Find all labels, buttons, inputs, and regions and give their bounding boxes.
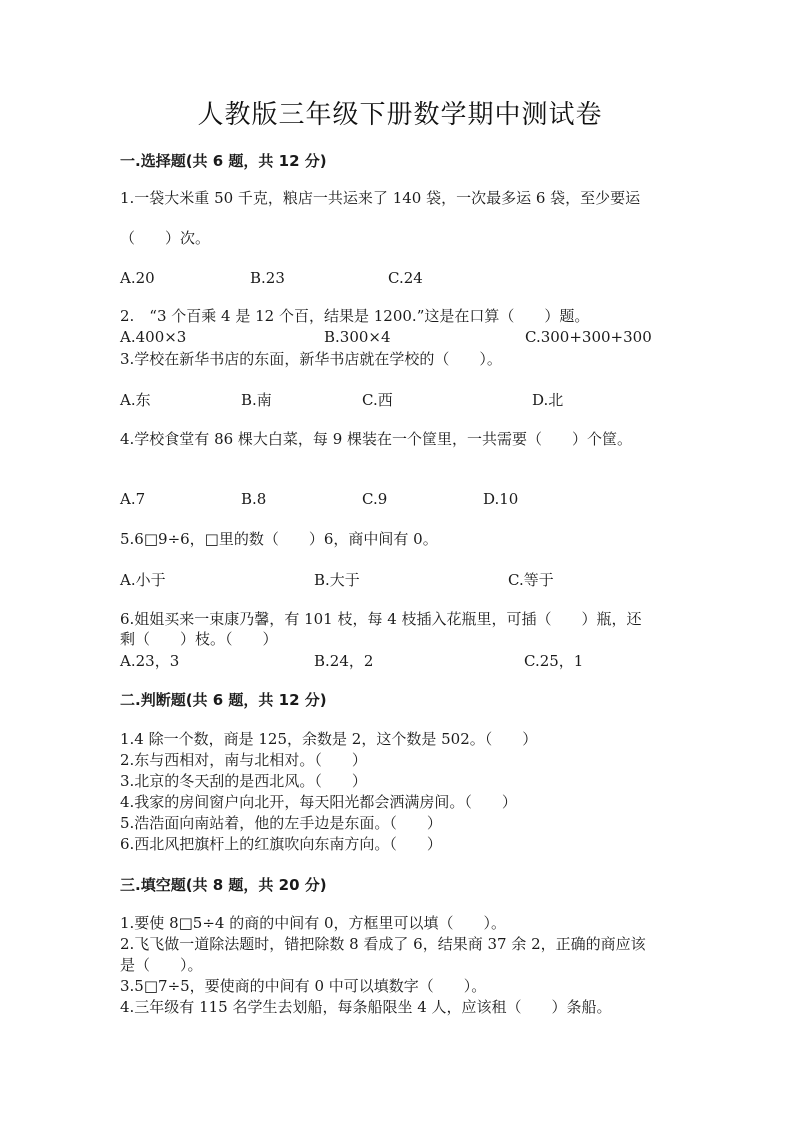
question-5-text: 5.6□9÷6，□里的数（ ）6，商中间有 0。 bbox=[120, 530, 438, 548]
fill-item-2-cont: 是（ ）。 bbox=[120, 956, 203, 974]
question-2-option-c: C.300+300+300 bbox=[525, 328, 652, 346]
section-heading-fill-blank: 三.填空题(共 8 题，共 20 分) bbox=[120, 876, 327, 894]
question-5-option-a: A.小于 bbox=[120, 571, 166, 589]
judgement-item-4: 4.我家的房间窗户向北开，每天阳光都会洒满房间。（ ） bbox=[120, 793, 517, 811]
question-3-option-d: D.北 bbox=[532, 391, 564, 409]
question-5-option-b: B.大于 bbox=[314, 571, 360, 589]
fill-item-3: 3.5□7÷5，要使商的中间有 0 中可以填数字（ ）。 bbox=[120, 977, 487, 995]
judgement-item-5: 5.浩浩面向南站着，他的左手边是东面。（ ） bbox=[120, 814, 442, 832]
fill-item-1: 1.要使 8□5÷4 的商的中间有 0，方框里可以填（ ）。 bbox=[120, 914, 507, 932]
fill-item-2: 2.飞飞做一道除法题时，错把除数 8 看成了 6，结果商 37 余 2，正确的商应该 bbox=[120, 935, 646, 953]
question-1-option-c: C.24 bbox=[388, 269, 423, 287]
question-6-option-c: C.25，1 bbox=[524, 652, 584, 670]
question-1-option-b: B.23 bbox=[250, 269, 285, 287]
question-1-text: 1.一袋大米重 50 千克，粮店一共运来了 140 袋，一次最多运 6 袋，至少要运 bbox=[120, 189, 641, 207]
judgement-item-3: 3.北京的冬天刮的是西北风。（ ） bbox=[120, 772, 367, 790]
question-4-option-b: B.8 bbox=[241, 490, 267, 508]
question-5-option-c: C.等于 bbox=[508, 571, 554, 589]
question-4-option-c: C.9 bbox=[362, 490, 388, 508]
question-4-option-d: D.10 bbox=[483, 490, 519, 508]
question-3-text: 3.学校在新华书店的东面，新华书店就在学校的（ ）。 bbox=[120, 350, 502, 368]
section-heading-judgement: 二.判断题(共 6 题，共 12 分) bbox=[120, 691, 327, 709]
question-2-option-b: B.300×4 bbox=[324, 328, 391, 346]
question-3-option-b: B.南 bbox=[241, 391, 272, 409]
question-2-option-a: A.400×3 bbox=[120, 328, 187, 346]
question-3-option-a: A.东 bbox=[120, 391, 151, 409]
judgement-item-1: 1.4 除一个数，商是 125，余数是 2，这个数是 502。（ ） bbox=[120, 730, 538, 748]
fill-item-4: 4.三年级有 115 名学生去划船，每条船限坐 4 人，应该租（ ）条船。 bbox=[120, 998, 612, 1016]
question-6-option-b: B.24，2 bbox=[314, 652, 374, 670]
question-1-text-cont: （ ）次。 bbox=[120, 229, 211, 247]
question-2-text: 2. “3 个百乘 4 是 12 个百，结果是 1200.”这是在口算（ ）题。 bbox=[120, 307, 590, 325]
question-4-option-a: A.7 bbox=[120, 490, 146, 508]
question-1-option-a: A.20 bbox=[120, 269, 155, 287]
page-title: 人教版三年级下册数学期中测试卷 bbox=[197, 100, 603, 130]
question-3-option-c: C.西 bbox=[362, 391, 393, 409]
question-6-text: 6.姐姐买来一束康乃馨，有 101 枝，每 4 枝插入花瓶里，可插（ ）瓶，还 bbox=[120, 610, 642, 628]
judgement-item-2: 2.东与西相对，南与北相对。（ ） bbox=[120, 751, 367, 769]
question-6-option-a: A.23，3 bbox=[120, 652, 180, 670]
question-4-text: 4.学校食堂有 86 棵大白菜，每 9 棵装在一个筐里，一共需要（ ）个筐。 bbox=[120, 430, 633, 448]
section-heading-choice: 一.选择题(共 6 题，共 12 分) bbox=[120, 152, 327, 170]
judgement-item-6: 6.西北风把旗杆上的红旗吹向东南方向。（ ） bbox=[120, 835, 442, 853]
question-6-text-cont: 剩（ ）枝。（ ） bbox=[120, 630, 278, 648]
